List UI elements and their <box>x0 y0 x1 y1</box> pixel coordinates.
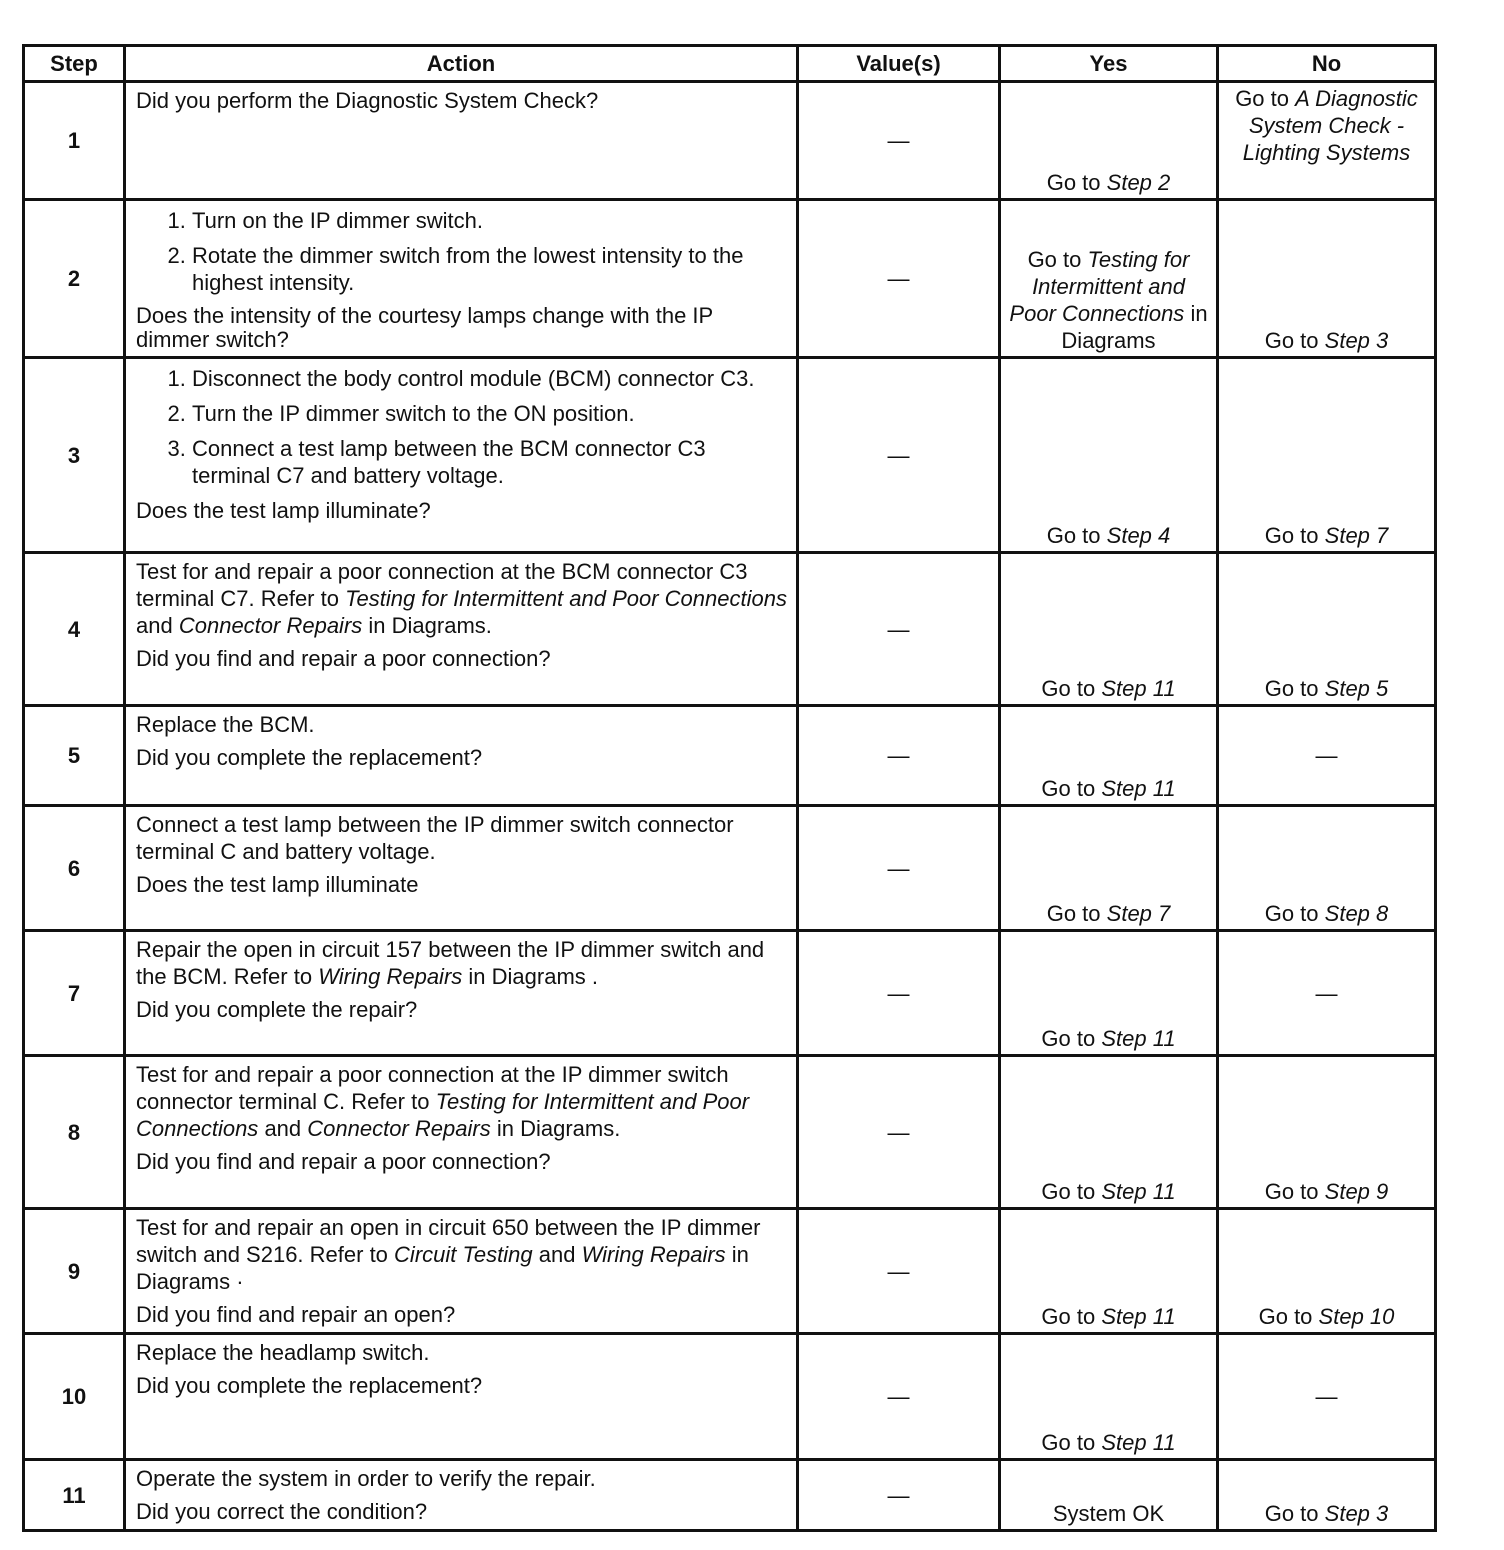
no-step-link[interactable]: Step 9 <box>1324 1179 1389 1204</box>
action-steps-list <box>136 207 788 296</box>
no-cell <box>1218 358 1436 553</box>
action-question: Does the test lamp illuminate <box>136 872 419 897</box>
yes-step-link[interactable]: Step 11 <box>1101 1026 1176 1051</box>
table-row <box>24 1334 1436 1460</box>
action-cell <box>125 1460 798 1531</box>
go-to-text: Go to <box>1258 1304 1313 1329</box>
yes-step-link[interactable]: Step 11 <box>1101 1304 1176 1329</box>
value-cell: — <box>798 706 1000 806</box>
step-number: 3 <box>24 358 125 553</box>
no-step-link[interactable]: Step 8 <box>1324 901 1389 926</box>
value-cell: — <box>798 82 1000 200</box>
step-number: 9 <box>24 1209 125 1334</box>
action-text: Replace the BCM. <box>136 712 315 737</box>
table-row <box>24 931 1436 1056</box>
table-row <box>24 200 1436 358</box>
header-step: Step <box>24 46 125 82</box>
value-cell: — <box>798 1056 1000 1209</box>
action-text-part: in Diagrams. <box>368 613 492 638</box>
header-row <box>24 46 1436 82</box>
action-text-part: Test for and repair a poor connection at the IP dimmer switch connector terminal C. Refer to <box>136 1062 729 1114</box>
action-cell <box>125 1209 798 1334</box>
action-question: Did you complete the replacement? <box>136 1373 483 1398</box>
no-cell: — <box>1218 706 1436 806</box>
action-step: 1. Turn on the IP dimmer switch. <box>192 207 788 234</box>
action-text-part: and <box>538 1242 576 1267</box>
go-to-text: Go to <box>1264 901 1319 926</box>
action-text: Replace the headlamp switch. <box>136 1340 430 1365</box>
header-no: No <box>1218 46 1436 82</box>
action-text-part: in Diagrams . <box>468 964 598 989</box>
action-text-part: and <box>136 613 173 638</box>
reference-link[interactable]: Testing for Intermittent and Poor Connections <box>345 586 787 611</box>
table-row <box>24 358 1436 553</box>
action-cell <box>125 553 798 706</box>
table-row <box>24 1460 1436 1531</box>
action-cell <box>125 358 798 553</box>
no-cell <box>1218 1056 1436 1209</box>
step-number: 7 <box>24 931 125 1056</box>
no-step-link[interactable]: Step 7 <box>1324 523 1389 548</box>
action-step: 1. Disconnect the body control module (BCM) connector C3. <box>192 365 788 392</box>
step-number: 8 <box>24 1056 125 1209</box>
yes-cell <box>1000 553 1218 706</box>
yes-cell <box>1000 706 1218 806</box>
go-to-text: Go to <box>1264 1501 1319 1526</box>
action-text-part: Test for and repair an open in circuit 650 between the IP dimmer switch and S216. Refer to <box>136 1215 761 1267</box>
yes-step-link[interactable]: Step 11 <box>1101 1179 1176 1204</box>
go-to-text: Go to <box>1041 776 1096 801</box>
go-to-text: Go to <box>1235 86 1289 111</box>
no-cell <box>1218 200 1436 358</box>
action-question: Did you find and repair a poor connection? <box>136 1149 551 1174</box>
go-to-text: Go to <box>1041 1430 1096 1455</box>
go-to-text: Go to <box>1264 523 1319 548</box>
go-to-text: Go to <box>1264 1179 1319 1204</box>
table-row <box>24 806 1436 931</box>
reference-link[interactable]: Connector Repairs <box>178 613 363 638</box>
yes-cell <box>1000 931 1218 1056</box>
action-text-part: Repair the open in circuit 157 between the IP dimmer switch and the BCM. Refer to <box>136 937 765 989</box>
action-question: Does the test lamp illuminate? <box>136 498 431 523</box>
action-cell <box>125 931 798 1056</box>
value-cell: — <box>798 553 1000 706</box>
yes-cell <box>1000 82 1218 200</box>
action-cell <box>125 806 798 931</box>
value-cell: — <box>798 931 1000 1056</box>
no-step-link[interactable]: Step 3 <box>1324 1501 1389 1526</box>
table-row <box>24 1056 1436 1209</box>
table-row <box>24 553 1436 706</box>
header-values: Value(s) <box>798 46 1000 82</box>
value-cell: — <box>798 200 1000 358</box>
action-step: 3. Connect a test lamp between the BCM connector C3 terminal C7 and battery voltage. <box>192 435 788 489</box>
action-text-part: in Diagrams · <box>136 1242 749 1294</box>
step-number: 2 <box>24 200 125 358</box>
action-cell <box>125 200 798 358</box>
step-number: 6 <box>24 806 125 931</box>
yes-cell <box>1000 806 1218 931</box>
table-row <box>24 706 1436 806</box>
action-text: Operate the system in order to verify the repair. <box>136 1466 596 1491</box>
no-cell <box>1218 1460 1436 1531</box>
reference-link[interactable]: Wiring Repairs <box>581 1242 726 1267</box>
action-cell <box>125 1056 798 1209</box>
yes-step-link[interactable]: Step 4 <box>1106 523 1171 548</box>
action-text-part: Test for and repair a poor connection at the BCM connector C3 terminal C7. Refer to <box>136 559 748 611</box>
yes-in-text: in <box>1190 301 1208 326</box>
value-cell: — <box>798 358 1000 553</box>
yes-step-link[interactable]: Step 11 <box>1101 1430 1176 1455</box>
value-cell: — <box>798 1334 1000 1460</box>
action-text-part: and <box>264 1116 302 1141</box>
go-to-text: Go to <box>1027 247 1082 272</box>
action-question: Does the intensity of the courtesy lamps change with the IP dimmer switch? <box>136 303 713 352</box>
reference-link[interactable]: Testing for Intermittent and Poor Connections <box>136 1089 750 1141</box>
yes-step-link[interactable]: Step 7 <box>1106 901 1171 926</box>
go-to-text: Go to <box>1264 328 1319 353</box>
action-text <box>136 1214 788 1295</box>
action-text-part: in Diagrams. <box>496 1116 621 1141</box>
reference-link[interactable]: Circuit Testing <box>394 1242 533 1267</box>
diagnostic-table <box>22 44 1437 1532</box>
no-step-link[interactable]: Step 5 <box>1324 676 1389 701</box>
no-step-link[interactable]: Step 10 <box>1318 1304 1395 1329</box>
yes-step-link[interactable]: Step 11 <box>1101 776 1176 801</box>
no-cell <box>1218 1209 1436 1334</box>
no-cell: — <box>1218 931 1436 1056</box>
action-question: Did you find and repair an open? <box>136 1302 456 1327</box>
go-to-text: Go to <box>1046 523 1101 548</box>
go-to-text: Go to <box>1041 1304 1096 1329</box>
go-to-text: Go to <box>1041 676 1096 701</box>
action-text <box>136 558 788 639</box>
action-question: Did you perform the Diagnostic System Check? <box>136 88 599 113</box>
step-number: 10 <box>24 1334 125 1460</box>
no-step-link[interactable]: Step 3 <box>1324 328 1389 353</box>
action-question: Did you complete the repair? <box>136 997 418 1022</box>
reference-link[interactable]: Connector Repairs <box>307 1116 491 1141</box>
action-cell <box>125 82 798 200</box>
step-number: 4 <box>24 553 125 706</box>
header-yes: Yes <box>1000 46 1218 82</box>
value-cell: — <box>798 1209 1000 1334</box>
action-question: Did you correct the condition? <box>136 1499 428 1524</box>
reference-link[interactable]: Wiring Repairs <box>318 964 463 989</box>
yes-cell: System OK <box>1000 1460 1218 1531</box>
yes-step-link[interactable]: Step 11 <box>1101 676 1176 701</box>
action-step: 2. Rotate the dimmer switch from the lowest intensity to the highest intensity. <box>192 242 788 296</box>
yes-cell <box>1000 358 1218 553</box>
action-question: Did you complete the replacement? <box>136 745 483 770</box>
yes-cell <box>1000 1334 1218 1460</box>
action-text <box>136 1061 788 1142</box>
step-number: 1 <box>24 82 125 200</box>
yes-tail-text: Diagrams <box>1061 328 1156 353</box>
no-cell <box>1218 82 1436 200</box>
action-question: Did you find and repair a poor connection? <box>136 646 551 671</box>
action-cell <box>125 1334 798 1460</box>
go-to-text: Go to <box>1264 676 1319 701</box>
go-to-text: Go to <box>1041 1026 1096 1051</box>
value-cell: — <box>798 1460 1000 1531</box>
step-number: 11 <box>24 1460 125 1531</box>
yes-cell <box>1000 1209 1218 1334</box>
yes-cell <box>1000 1056 1218 1209</box>
action-steps-list <box>136 365 788 489</box>
no-cell <box>1218 553 1436 706</box>
go-to-text: Go to <box>1046 170 1101 195</box>
table-row <box>24 82 1436 200</box>
table-row <box>24 1209 1436 1334</box>
step-number: 5 <box>24 706 125 806</box>
yes-link[interactable]: Testing for Intermittent and Poor Connections <box>1009 247 1190 326</box>
yes-cell <box>1000 200 1218 358</box>
yes-step-link[interactable]: Step 2 <box>1106 170 1171 195</box>
no-cell: — <box>1218 1334 1436 1460</box>
go-to-text: Go to <box>1046 901 1101 926</box>
no-link[interactable]: A Diagnostic System Check - Lighting Systems <box>1242 86 1418 165</box>
action-text: Connect a test lamp between the IP dimmer switch connector terminal C and battery voltage. <box>136 812 734 864</box>
header-action: Action <box>125 46 798 82</box>
go-to-text: Go to <box>1041 1179 1096 1204</box>
no-cell <box>1218 806 1436 931</box>
action-step: 2. Turn the IP dimmer switch to the ON position. <box>192 400 788 427</box>
action-text <box>136 936 788 990</box>
value-cell: — <box>798 806 1000 931</box>
action-cell <box>125 706 798 806</box>
